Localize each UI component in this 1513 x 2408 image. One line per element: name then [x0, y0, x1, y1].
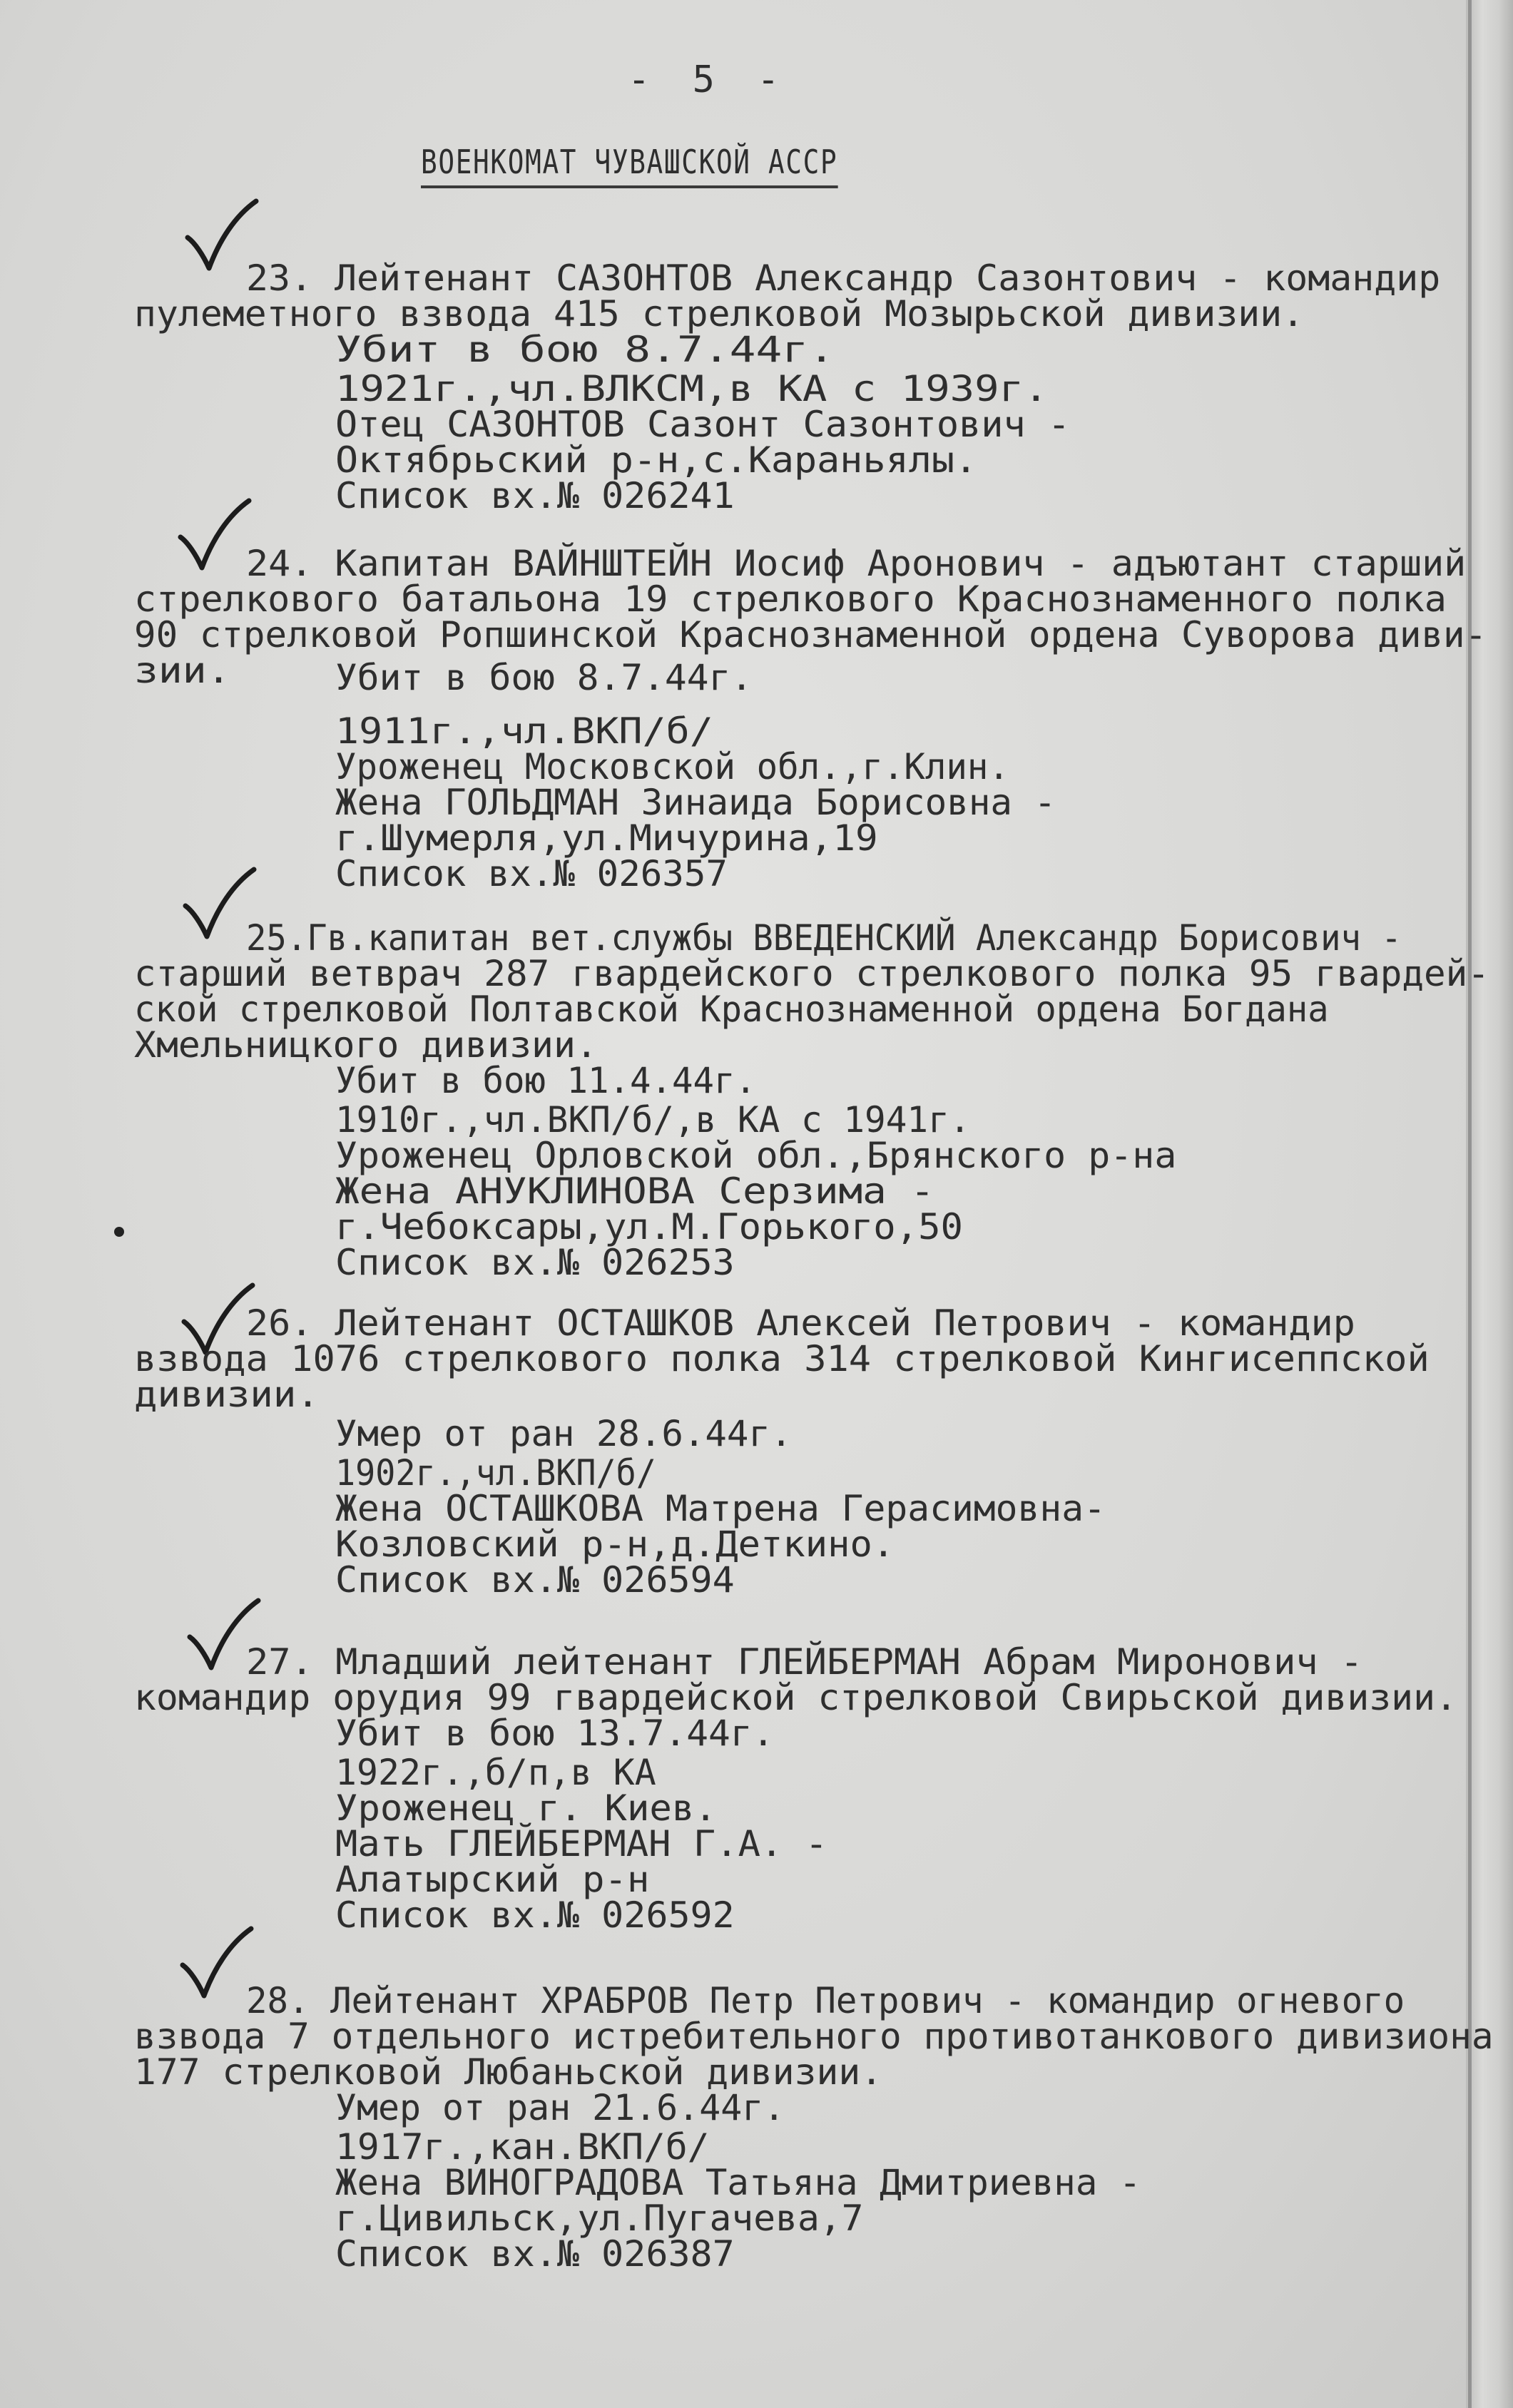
ink-dot: [114, 1227, 124, 1237]
entry-text-line: Козловский р-н,д.Деткино.: [335, 1524, 895, 1565]
entry-text-line: Убит в бою 11.4.44г.: [335, 1060, 757, 1101]
check-mark-icon: [175, 498, 253, 573]
entry-text-line: Список вх.№ 026592: [335, 1894, 735, 1936]
check-mark-icon: [177, 1926, 255, 2001]
entry-text-line: зии.: [134, 650, 231, 691]
page-number: - 5 -: [628, 58, 790, 101]
entry-text-line: Список вх.№ 026357: [335, 853, 728, 894]
entry-text-line: 1911г.,чл.ВКП/б/: [335, 710, 713, 752]
entry-text-line: Жена ГОЛЬДМАН Зинаида Борисовна -: [335, 782, 1056, 823]
entry-text-line: Убит в бою 8.7.44г.: [335, 657, 753, 698]
entry-text-line: 90 стрелковой Ропшинской Краснознаменной ордена Суворова диви-: [134, 614, 1487, 655]
entry-text-line: Хмельницкого дивизии.: [134, 1024, 598, 1066]
entry-title-line: 24. Капитан ВАЙНШТЕЙН Иосиф Аронович - адъютант старший: [246, 543, 1467, 584]
entry-text-line: взвода 1076 стрелкового полка 314 стрелковой Кингисеппской: [134, 1338, 1430, 1379]
entry-text-line: 1921г.,чл.ВЛКСМ,в КА с 1939г.: [335, 368, 1049, 409]
entry-text-line: г.Цивильск,ул.Пугачева,7: [335, 2198, 864, 2239]
entry-text-line: дивизии.: [134, 1374, 320, 1415]
entry-title-line: 27. Младший лейтенант ГЛЕЙБЕРМАН Абрам Миронович -: [246, 1641, 1363, 1683]
entry-text-line: 1917г.,кан.ВКП/б/: [335, 2126, 710, 2168]
entry-text-line: Список вх.№ 026387: [335, 2233, 735, 2275]
entry-text-line: Жена ОСТАШКОВА Матрена Герасимовна-: [335, 1488, 1106, 1529]
entry-title-line: 23. Лейтенант САЗОНТОВ Александр Сазонтович - командир: [246, 257, 1441, 299]
entry-text-line: Уроженец г. Киев.: [335, 1787, 717, 1829]
entry-text-line: старший ветврач 287 гвардейского стрелкового полка 95 гвардей-: [134, 953, 1489, 994]
entry-text-line: Уроженец Московской обл.,г.Клин.: [335, 746, 1009, 787]
entry-text-line: Уроженец Орловской обл.,Брянского р-на: [335, 1135, 1177, 1176]
entry-text-line: взвода 7 отдельного истребительного противотанкового дивизиона: [134, 2016, 1494, 2057]
document-heading: ВОЕНКОМАТ ЧУВАШСКОЙ АССР: [421, 143, 837, 188]
entry-text-line: 1902г.,чл.ВКП/б/: [335, 1452, 656, 1494]
entry-text-line: Список вх.№ 026253: [335, 1242, 735, 1283]
entry-text-line: 1922г.,б/п,в КА: [335, 1752, 656, 1793]
entry-title-line: 28. Лейтенант ХРАБРОВ Петр Петрович - командир огневого: [246, 1980, 1405, 2021]
entry-text-line: 177 стрелковой Любаньской дивизии.: [134, 2051, 883, 2093]
entry-text-line: 1910г.,чл.ВКП/б/,в КА с 1941г.: [335, 1099, 971, 1141]
entry-text-line: Жена АНУКЛИНОВА Серзима -: [335, 1170, 934, 1212]
entry-text-line: г.Чебоксары,ул.М.Горького,50: [335, 1206, 963, 1248]
entry-text-line: Отец САЗОНТОВ Сазонт Сазонтович -: [335, 404, 1071, 445]
entry-title-line: 26. Лейтенант ОСТАШКОВ Алексей Петрович - командир: [246, 1302, 1355, 1344]
entry-text-line: Октябрьский р-н,с.Караньялы.: [335, 439, 978, 481]
entry-text-line: Список вх.№ 026594: [335, 1559, 735, 1601]
entry-text-line: Алатырский р-н: [335, 1859, 650, 1900]
entry-text-line: Умер от ран 28.6.44г.: [335, 1413, 793, 1454]
entry-text-line: пулеметного взвода 415 стрелковой Мозырьской дивизии.: [134, 293, 1305, 335]
entry-text-line: Умер от ран 21.6.44г.: [335, 2087, 785, 2128]
entry-text-line: Список вх.№ 026241: [335, 475, 735, 516]
entry-text-line: Убит в бою 8.7.44г.: [335, 329, 835, 370]
entry-text-line: ской стрелковой Полтавской Краснознаменной ордена Богдана: [134, 989, 1329, 1030]
entry-text-line: стрелкового батальона 19 стрелкового Краснознаменного полка: [134, 578, 1447, 620]
entry-text-line: г.Шумерля,ул.Мичурина,19: [335, 817, 878, 859]
entry-text-line: командир орудия 99 гвардейской стрелковой Свирьской дивизии.: [134, 1677, 1457, 1718]
entry-text-line: Убит в бою 13.7.44г.: [335, 1713, 775, 1754]
entry-text-line: Жена ВИНОГРАДОВА Татьяна Дмитриевна -: [335, 2162, 1141, 2203]
entry-title-line: 25.Гв.капитан вет.службы ВВЕДЕНСКИЙ Александр Борисович -: [246, 917, 1402, 959]
entry-text-line: Мать ГЛЕЙБЕРМАН Г.А. -: [335, 1823, 828, 1864]
